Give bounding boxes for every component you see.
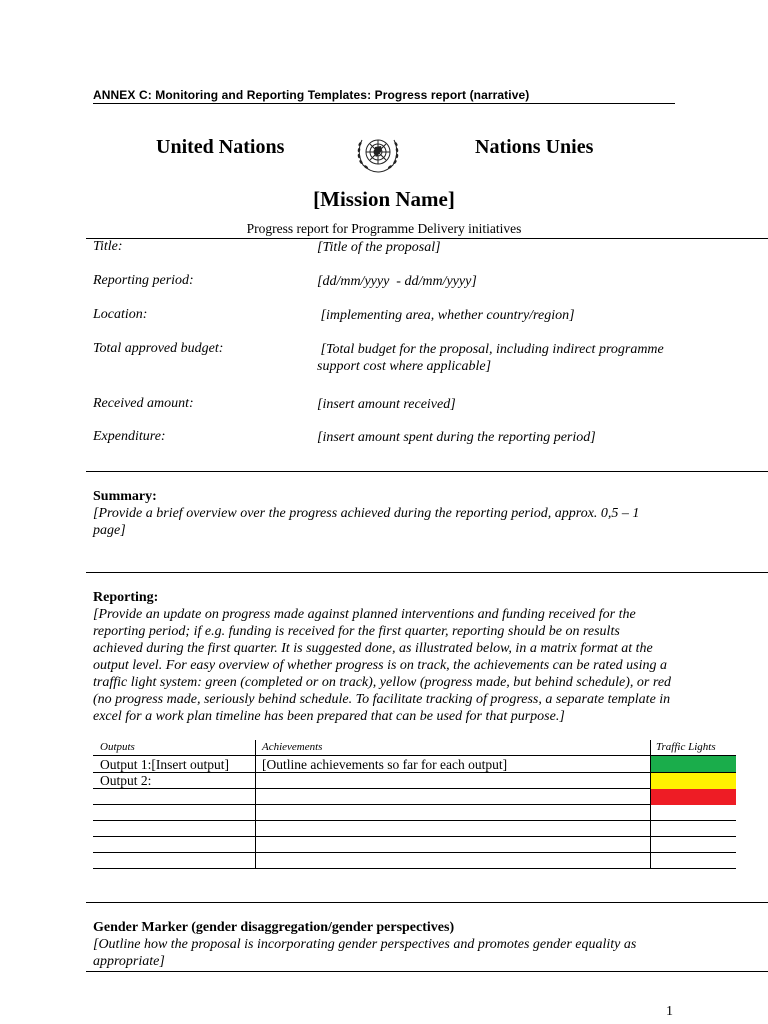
reporting-line-5: traffic light system: green (completed or on track), yellow (progress made, but behind schedule), or red (93, 675, 672, 690)
summary-heading: Summary: (93, 489, 157, 504)
table-rule (93, 804, 736, 805)
table-header-traffic-lights: Traffic Lights (656, 741, 716, 753)
table-cell-output-2: Output 2: (100, 773, 152, 788)
reporting-line-1: [Provide an update on progress made against planned interventions and funding received for the (93, 607, 636, 622)
annex-title: ANNEX C: Monitoring and Reporting Templates: Progress report (narrative) (93, 88, 530, 102)
report-subtitle: Progress report for Programme Delivery initiatives (246, 221, 522, 236)
gender-line-1: [Outline how the proposal is incorporating gender perspectives and promotes gender equality as (93, 937, 637, 952)
reporting-line-2: reporting period; if e.g. funding is received for the first quarter, reporting should be on results (93, 624, 620, 639)
table-rule (93, 868, 736, 869)
field-value-expenditure: [insert amount spent during the reporting period] (317, 430, 596, 445)
field-label-title: Title: (93, 239, 123, 254)
reporting-top-rule (86, 572, 768, 573)
field-value-reporting-period: [dd/mm/yyyy - dd/mm/yyyy] (317, 274, 477, 289)
table-cell-output-1: Output 1:[Insert output] (100, 757, 229, 772)
summary-top-rule (86, 471, 768, 472)
un-emblem-icon (353, 130, 403, 176)
mission-name: [Mission Name] (313, 187, 455, 211)
gender-line-2: appropriate] (93, 954, 165, 969)
table-rule (93, 820, 736, 821)
field-value-location: [implementing area, whether country/region] (317, 308, 575, 323)
table-rule (93, 755, 736, 756)
reporting-line-6: (no progress made, seriously behind schedule. To facilitate tracking of progress, a separate template in (93, 692, 671, 707)
field-label-reporting-period: Reporting period: (93, 273, 194, 288)
table-header-achievements: Achievements (262, 741, 323, 753)
summary-line-1: [Provide a brief overview over the progress achieved during the reporting period, approx. 0,5 – 1 (93, 506, 640, 521)
reporting-line-3: achieved during the first quarter. It is suggested done, as illustrated below, in a matrix format at the (93, 641, 653, 656)
table-header-outputs: Outputs (100, 741, 135, 753)
reporting-heading: Reporting: (93, 590, 159, 605)
summary-line-2: page] (93, 523, 126, 538)
org-name-french: Nations Unies (475, 136, 594, 158)
page-number: 1 (666, 1004, 673, 1019)
header-rule (93, 103, 675, 104)
traffic-light-yellow (651, 773, 736, 789)
gender-bottom-rule (86, 971, 768, 972)
table-rule (93, 788, 736, 789)
field-label-expenditure: Expenditure: (93, 429, 166, 444)
table-cell-achievement-1: [Outline achievements so far for each output] (262, 757, 508, 772)
gender-heading: Gender Marker (gender disaggregation/gender perspectives) (93, 920, 455, 935)
field-label-received-amount: Received amount: (93, 396, 194, 411)
traffic-light-green (651, 756, 736, 772)
table-column-divider (255, 740, 256, 868)
field-value-title: [Title of the proposal] (317, 240, 441, 255)
traffic-light-red (651, 789, 736, 805)
reporting-line-4: output level. For easy overview of whether progress is on track, the achievements can be rated using a (93, 658, 667, 673)
field-value-budget: [Total budget for the proposal, including indirect programme (317, 342, 664, 357)
org-name-english: United Nations (156, 136, 285, 158)
table-rule (93, 836, 736, 837)
field-label-location: Location: (93, 307, 148, 322)
gender-top-rule (86, 902, 768, 903)
table-rule (93, 852, 736, 853)
field-value-budget-continued: support cost where applicable] (317, 359, 492, 374)
field-value-received-amount: [insert amount received] (317, 397, 456, 412)
field-label-budget: Total approved budget: (93, 341, 224, 356)
reporting-line-7: excel for a work plan timeline has been prepared that can be used for that purpose.] (93, 709, 565, 724)
